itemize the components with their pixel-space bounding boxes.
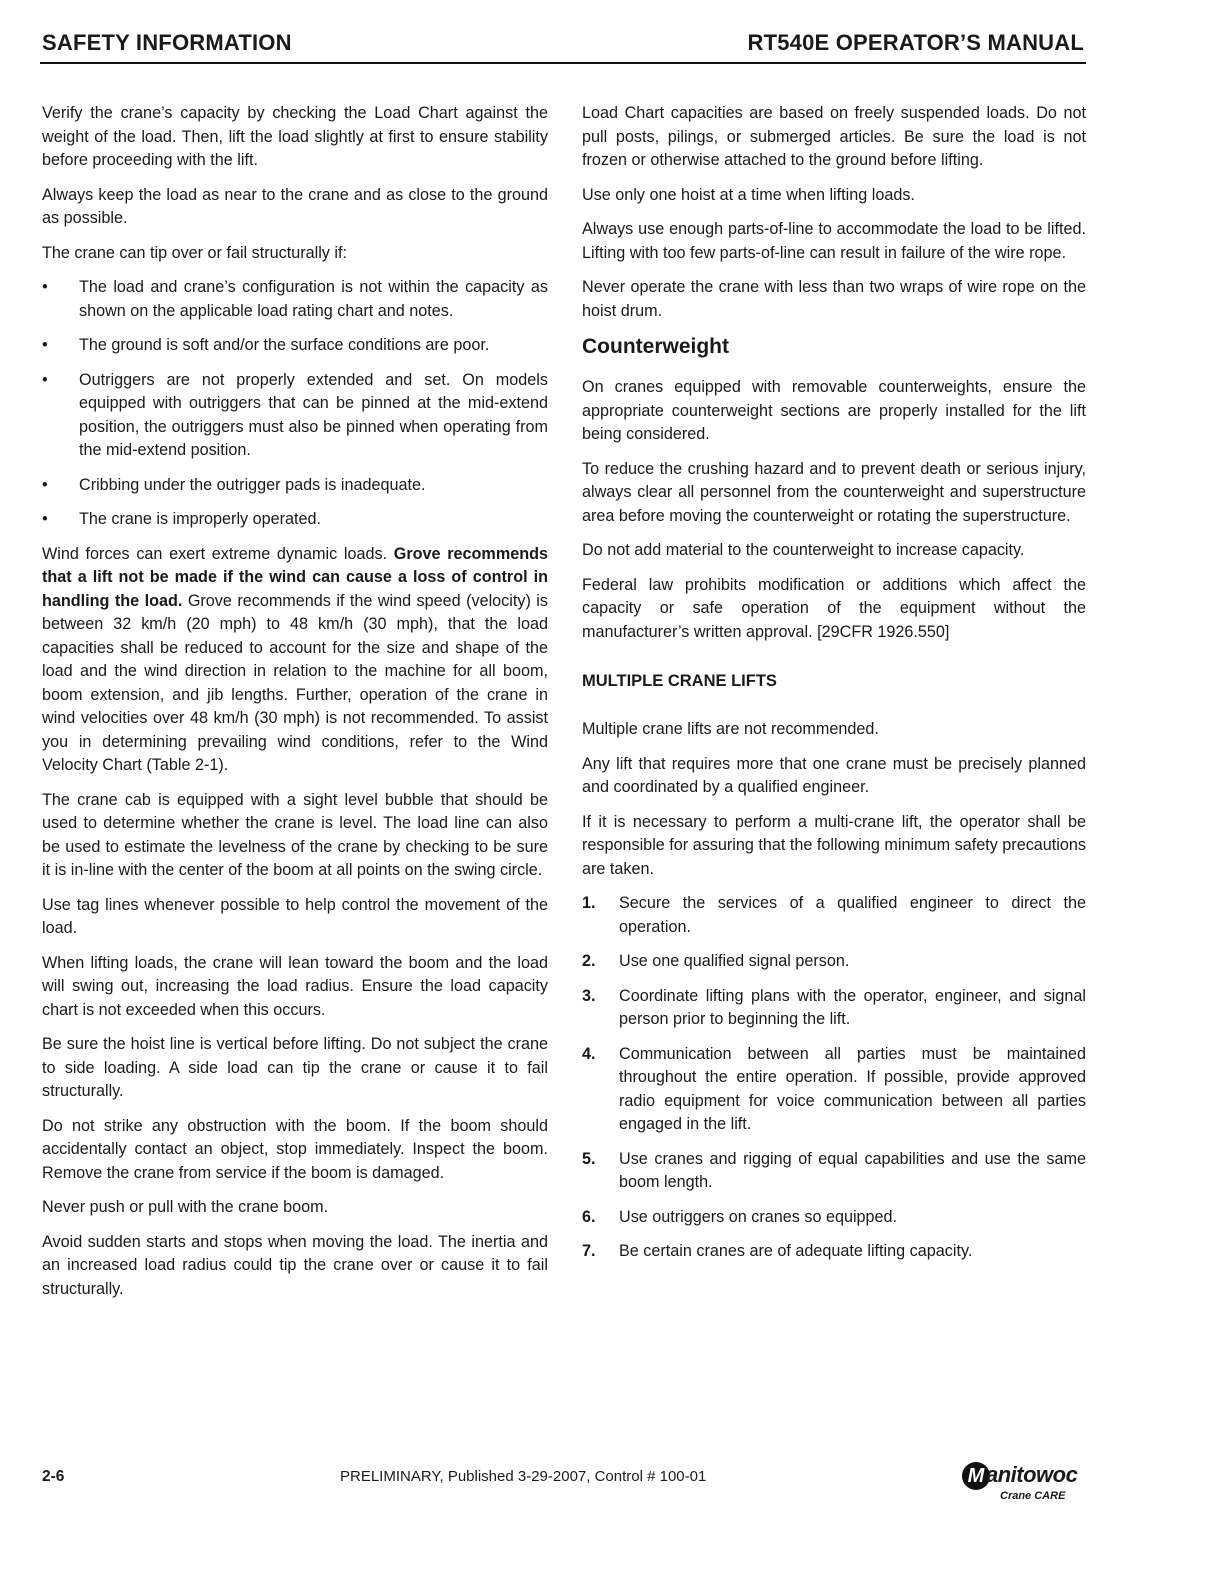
paragraph: Always use enough parts-of-line to accommodate the load to be lifted. Lifting with too few parts-of-line can result in failure of the wire rope. bbox=[582, 220, 1086, 262]
tip-over-conditions-list bbox=[42, 276, 548, 532]
paragraph: The crane can tip over or fail structurally if: bbox=[42, 243, 347, 262]
step-number: 4. bbox=[582, 1044, 596, 1063]
paragraph: Be sure the hoist line is vertical before lifting. Do not subject the crane to side loading. A side load can tip the crane or cause it to fail structurally. bbox=[42, 1035, 548, 1100]
paragraph: Never push or pull with the crane boom. bbox=[42, 1198, 329, 1216]
paragraph: On cranes equipped with removable counterweights, ensure the appropriate counterweight sections are properly installed for the lift being considered. bbox=[582, 378, 1086, 443]
paragraph: Always keep the load as near to the crane and as close to the ground as possible. bbox=[42, 185, 548, 227]
step-number: 2. bbox=[582, 952, 596, 970]
page-header bbox=[40, 28, 1086, 64]
paragraph: If it is necessary to perform a multi-crane lift, the operator shall be responsible for assuring that the following minimum safety precautions are taken. bbox=[582, 812, 1086, 878]
wind-paragraph bbox=[42, 543, 548, 778]
step-text: Secure the services of a qualified engineer to direct the operation. bbox=[619, 894, 1086, 936]
step-text: Coordinate lifting plans with the operator, engineer, and signal person prior to beginning the lift. bbox=[619, 986, 1086, 1028]
paragraph: When lifting loads, the crane will lean toward the boom and the load will swing out, increasing the load radius. Ensure the load capacity chart is not exceeded when this occurs. bbox=[42, 953, 548, 1019]
step-number: 6. bbox=[582, 1207, 596, 1226]
step-number: 3. bbox=[582, 986, 596, 1005]
paragraph: Do not strike any obstruction with the boom. If the boom should accidentally contact an object, stop immediately. Inspect the boom. Remove the crane from service if the boom is damaged. bbox=[42, 1116, 548, 1182]
manitowoc-logo bbox=[962, 1460, 1092, 1504]
wind-text-end: Grove recommends if the wind speed (velocity) is between 32 km/h (20 mph) to 48 km/h (30 mph), that the load capacities shall be reduced to account for the size and shape of the load and the wind direction in relation to the machine for all boom, boom extension, and jib lengths. Further, operation of the crane in wind velocities over 48 km/h (30 mph) is not recommended. To assist you in determining prevailing wind conditions, refer to the Wind Velocity Chart (Table 2-1). bbox=[42, 591, 548, 774]
list-item: • The ground is soft and/or the surface conditions are poor. bbox=[42, 334, 548, 358]
paragraph: The crane cab is equipped with a sight level bubble that should be used to determine whether the crane is level. The load line can also be used to estimate the levelness of the crane by checking to be sure it is in-line with the center of the boom at all points on the swing circle. bbox=[42, 790, 548, 879]
page-number: 2-6 bbox=[42, 1468, 65, 1485]
paragraph: Federal law prohibits modification or additions which affect the capacity or safe operation of the equipment without the manufacturer’s written approval. [29CFR 1926.550] bbox=[582, 575, 1086, 641]
logo-subtext: Crane CARE bbox=[1000, 1490, 1066, 1502]
list-item bbox=[582, 1043, 1086, 1137]
counterweight-heading: Counterweight bbox=[582, 335, 729, 358]
list-item bbox=[582, 1148, 1086, 1195]
wind-warning-bold: Grove recommends that a lift not be made if the wind can cause a loss of control in handling the load. bbox=[42, 544, 548, 610]
step-text: Be certain cranes are of adequate lifting capacity. bbox=[619, 1242, 973, 1260]
step-number: 7. bbox=[582, 1242, 596, 1260]
precautions-list bbox=[582, 892, 1086, 1264]
step-number: 5. bbox=[582, 1149, 596, 1168]
paragraph: Load Chart capacities are based on freely suspended loads. Do not pull posts, pilings, or submerged articles. Be sure the load is not frozen or otherwise attached to the ground before lifting. bbox=[582, 104, 1086, 169]
list-item bbox=[582, 1240, 1086, 1264]
right-column bbox=[582, 102, 1086, 1275]
step-text: Use outriggers on cranes so equipped. bbox=[619, 1207, 898, 1226]
paragraph: Verify the crane’s capacity by checking the Load Chart against the weight of the load. Then, lift the load slightly at first to ensure stability before proceeding with the lift. bbox=[42, 104, 548, 169]
list-item: • Outriggers are not properly extended and set. On models equipped with outriggers that can be pinned at the mid-extend position, the outriggers must also be pinned when operating from the mid-extend position. bbox=[42, 369, 548, 463]
step-text: Use one qualified signal person. bbox=[619, 952, 850, 970]
step-number: 1. bbox=[582, 894, 596, 912]
list-item bbox=[582, 950, 1086, 974]
logo-text: anitowoc bbox=[986, 1462, 1078, 1487]
list-item: • The load and crane’s configuration is not within the capacity as shown on the applicable load rating chart and notes. bbox=[42, 276, 548, 323]
wind-text-start: Wind forces can exert extreme dynamic loads. bbox=[42, 544, 394, 563]
publication-info: PRELIMINARY, Published 3-29-2007, Control # 100-01 bbox=[340, 1468, 707, 1485]
paragraph: Never operate the crane with less than two wraps of wire rope on the hoist drum. bbox=[582, 278, 1086, 320]
paragraph: To reduce the crushing hazard and to prevent death or serious injury, always clear all personnel from the counterweight and superstructure area before moving the counterweight or rotating the superstructure. bbox=[582, 459, 1086, 525]
multiple-crane-lifts-heading: MULTIPLE CRANE LIFTS bbox=[582, 672, 777, 690]
paragraph: Any lift that requires more that one crane must be precisely planned and coordinated by a qualified engineer. bbox=[582, 754, 1086, 796]
step-text: Communication between all parties must be maintained throughout the entire operation. If possible, provide approved radio equipment for voice communication between all parties engaged in the lift. bbox=[619, 1044, 1086, 1133]
list-item bbox=[582, 1206, 1086, 1230]
list-item bbox=[582, 892, 1086, 939]
paragraph: Use only one hoist at a time when lifting loads. bbox=[582, 185, 915, 204]
paragraph: Use tag lines whenever possible to help control the movement of the load. bbox=[42, 895, 548, 937]
list-item bbox=[582, 985, 1086, 1032]
left-column bbox=[42, 102, 548, 1312]
paragraph: Do not add material to the counterweight to increase capacity. bbox=[582, 541, 1025, 559]
paragraph: Avoid sudden starts and stops when moving the load. The inertia and an increased load radius could tip the crane over or cause it to fail structurally. bbox=[42, 1232, 548, 1298]
manual-title: RT540E OPERATOR’S MANUAL bbox=[747, 30, 1084, 55]
logo-mark-icon: M bbox=[962, 1462, 990, 1490]
step-text: Use cranes and rigging of equal capabilities and use the same boom length. bbox=[619, 1149, 1086, 1191]
paragraph: Multiple crane lifts are not recommended. bbox=[582, 720, 879, 738]
section-title: SAFETY INFORMATION bbox=[42, 30, 292, 55]
list-item: • The crane is improperly operated. bbox=[42, 508, 548, 532]
list-item: • Cribbing under the outrigger pads is inadequate. bbox=[42, 474, 548, 498]
